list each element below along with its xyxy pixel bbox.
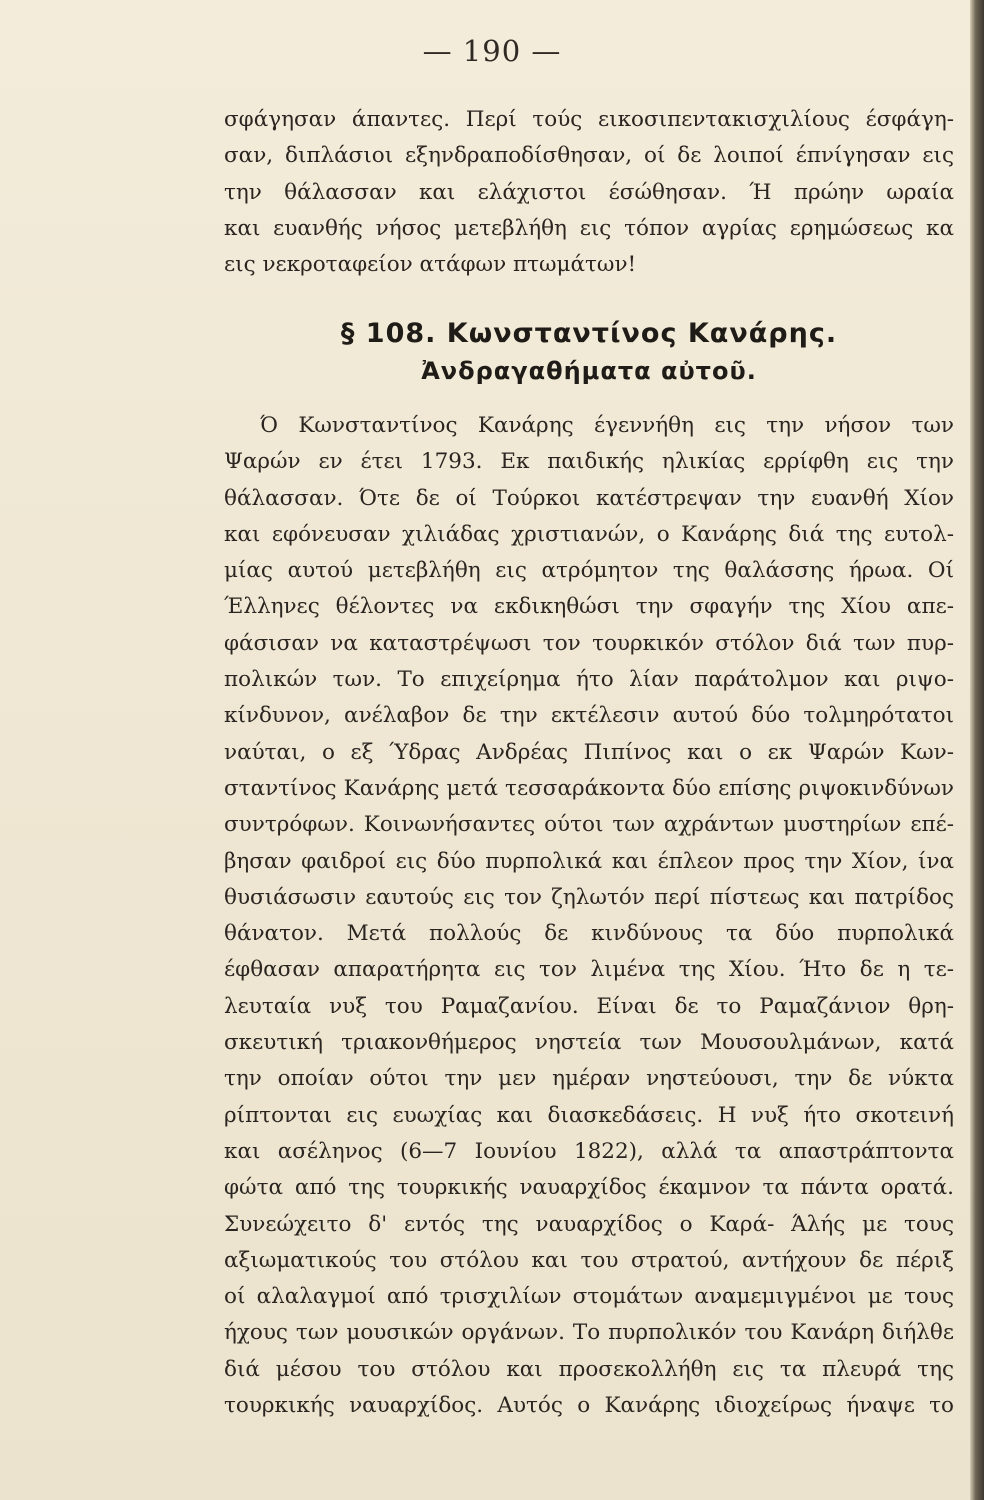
- text-line: Ψαρών εν έτει 1793. Εκ παιδικής ηλικίας ερρίφθη εις την: [224, 449, 954, 475]
- text-line: την οποίαν ούτοι την μεν ημέραν νηστεύουσι, την δε νύκτα: [224, 1066, 954, 1092]
- text-line: οί αλαλαγμοί από τρισχιλίων στομάτων αναμεμιγμένοι με τους: [224, 1284, 954, 1310]
- text-line: θάλασσαν. Ότε δε οί Τούρκοι κατέστρεψαν την ευανθή Χίον: [224, 485, 954, 511]
- text-line: φάσισαν να καταστρέψωσι τον τουρκικόν στόλον διά των πυρ-: [224, 630, 954, 656]
- text-line: και ευανθής νήσος μετεβλήθη εις τόπον αγρίας ερημώσεως κα: [224, 215, 954, 241]
- text-line: διά μέσου του στόλου και προσεκολλήθη εις τα πλευρά της: [224, 1356, 954, 1382]
- text-line: τουρκικής ναυαρχίδος. Αυτός ο Κανάρης ιδιοχείρως ήναψε το: [224, 1393, 954, 1419]
- text-line: μίας αυτού μετεβλήθη εις ατρόμητον της θαλάσσης ήρωα. Οί: [224, 558, 954, 584]
- text-line: ήχους των μουσικών οργάνων. Το πυρπολικόν του Κανάρη διήλθε: [224, 1320, 954, 1346]
- text-line: ρίπτονται εις ευωχίας και διασκεδάσεις. Η νυξ ήτο σκοτεινή: [224, 1102, 954, 1128]
- section-subheading: Ἀνδραγαθήματα αὐτοῦ.: [421, 357, 757, 385]
- text-line: την θάλασσαν και ελάχιστοι έσώθησαν. Ή πρώην ωραία: [224, 179, 954, 205]
- text-line: πολικών των. Το επιχείρημα ήτο λίαν παράτολμον και ριψο-: [224, 667, 954, 693]
- text-line: κίνδυνον, ανέλαβον δε την εκτέλεσιν αυτού δύο τολμηρότατοι: [224, 703, 954, 729]
- text-line: σταντίνος Κανάρης μετά τεσσαράκοντα δύο επίσης ριψοκινδύνων: [224, 775, 954, 801]
- text-line: φώτα από της τουρκικής ναυαρχίδος έκαμνον τα πάντα ορατά.: [224, 1175, 954, 1201]
- text-line: αξιωματικούς του στόλου και του στρατού, αντήχουν δε πέριξ: [224, 1247, 954, 1273]
- intro-paragraph: [224, 102, 954, 283]
- page-edge-shadow: [970, 0, 984, 1500]
- body-paragraph: [224, 408, 954, 1424]
- text-line: και εφόνευσαν χιλιάδας χριστιανών, ο Κανάρης διά της ευτολ-: [224, 521, 954, 547]
- text-line: βησαν φαιδροί εις δύο πυρπολικά και έπλεον προς την Χίον, ίνα: [224, 848, 954, 874]
- text-line: σφάγησαν άπαντες. Περί τούς εικοσιπεντακισχιλίους έσφάγη-: [224, 107, 954, 132]
- text-line: Συνεώχειτο δ' εντός της ναυαρχίδος ο Καρά- Άλής με τους: [224, 1211, 954, 1237]
- text-line: σκευτική τριακονθήμερος νηστεία των Μουσουλμάνων, κατά: [224, 1030, 954, 1056]
- text-line: εις νεκροταφείον ατάφων πτωμάτων!: [224, 252, 637, 278]
- text-line: ναύται, ο εξ Ύδρας Ανδρέας Πιπίνος και ο εκ Ψαρών Κων-: [224, 739, 954, 765]
- text-line: θάνατον. Μετά πολλούς δε κινδύνους τα δύο πυρπολικά: [224, 921, 954, 947]
- section-heading: § 108. Κωνσταντίνος Κανάρης.: [340, 318, 838, 349]
- text-line: και ασέληνος (6—7 Ιουνίου 1822), αλλά τα απαστράπτοντα: [224, 1138, 954, 1164]
- text-line: Έλληνες θέλοντες να εκδικηθώσι την σφαγήν της Χίου απε-: [224, 594, 954, 620]
- page-number: — 190 —: [422, 34, 562, 68]
- text-line: συντρόφων. Κοινωνήσαντες ούτοι των αχράντων μυστηρίων επέ-: [224, 812, 954, 838]
- text-line: έφθασαν απαρατήρητα εις τον λιμένα της Χίου. Ήτο δε η τε-: [224, 957, 954, 983]
- text-line: Ό Κωνσταντίνος Κανάρης έγεννήθη εις την νήσον των: [260, 413, 954, 438]
- text-line: λευταία νυξ του Ραμαζανίου. Είναι δε το Ραμαζάνιον θρη-: [224, 993, 954, 1019]
- text-line: θυσιάσωσιν εαυτούς εις τον ζηλωτόν περί πίστεως και πατρίδος: [224, 884, 954, 910]
- text-line: σαν, διπλάσιοι εξηνδραποδίσθησαν, οί δε λοιποί έπνίγησαν εις: [224, 143, 954, 169]
